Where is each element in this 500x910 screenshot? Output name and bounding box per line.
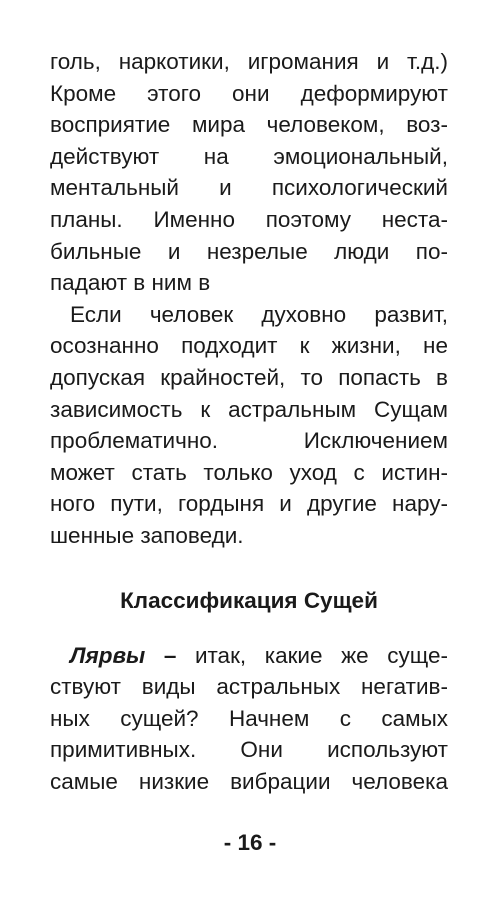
text-line: зависимость к астральным Сущам (50, 396, 448, 422)
text-line-first (50, 640, 448, 672)
section-heading: Классификация Сущей (120, 587, 378, 613)
text-line: примитивных. Они используют (50, 737, 448, 763)
text-line: шенные заповеди. (50, 522, 244, 548)
text-line: ных сущей? Начнем с самых (50, 705, 448, 731)
paragraph-1 (50, 46, 448, 299)
text-line: планы. Именно поэтому неста- (50, 206, 448, 232)
text-line: Кроме этого они деформируют (50, 80, 448, 106)
text-line: ствуют виды астральных негатив- (50, 674, 448, 700)
text-line: ментальный и психологический (50, 175, 448, 201)
text-line: Если человек духовно развит, (70, 301, 448, 327)
text-line: осознанно подходит к жизни, не (50, 333, 448, 359)
text-line: бильные и незрелые люди по- (50, 238, 448, 264)
text-line: падают в ним в (50, 270, 211, 296)
text-line: восприятие мира человеком, воз- (50, 112, 448, 138)
text-line: голь, наркотики, игромания и т.д.) (50, 49, 448, 74)
page-number: - 16 - (223, 830, 277, 855)
page-body (50, 46, 448, 797)
paragraph-3 (50, 640, 448, 798)
text-line: ного пути, гордыня и другие нару- (50, 491, 448, 517)
text-line: самые низкие вибрации человека (50, 768, 448, 794)
text-line: допуская крайностей, то попасть в (50, 364, 448, 390)
text-line: действуют на эмоциональный, (50, 143, 448, 169)
paragraph-2 (50, 299, 448, 552)
text-line-rest: итак, какие же суще- (194, 642, 448, 668)
text-line: может стать только уход с истин- (50, 459, 448, 485)
text-line: проблематично. Исключением (50, 428, 448, 454)
em-dash: – (163, 642, 177, 668)
term-lyarvy: Лярвы (70, 642, 146, 668)
